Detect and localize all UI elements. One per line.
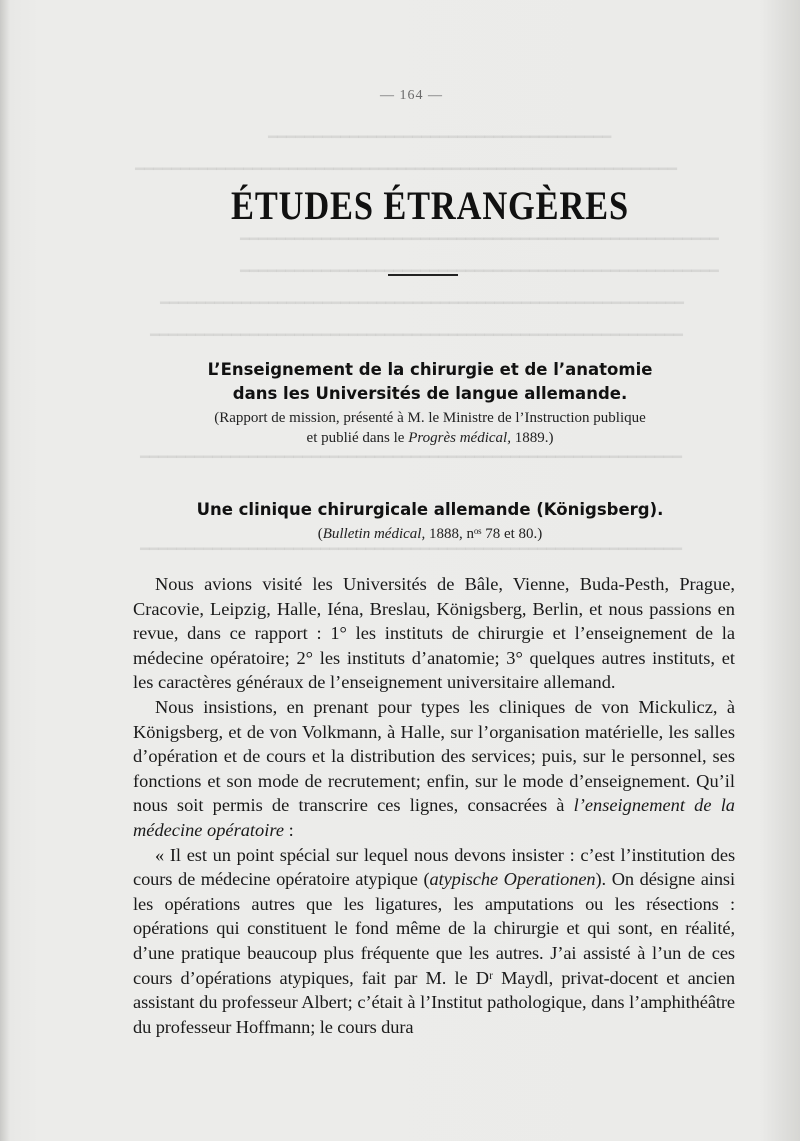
paragraph-3-rest: ). On désigne ainsi les opérations autres que les ligatures, les amputations ou les résections : opérations qui constituent le fond même de la chirurgie et qui sont, en réalité, d’une pratique beaucoup plus fréquente que les autres. J’ai assisté à l’un de ces cours d’opérations atypiques, fait par M. le Dʳ Maydl, privat-docent et ancien assistant du professeur Albert; c’était à l’Institut pathologique, dans l’amphithéâtre du professeur Hoffmann; le cours dura [133, 869, 735, 1037]
paragraph-3-start: « Il est un point spécial sur lequel nous devons insister : c’est l’institution des cours de médecine opératoire atypique ( [133, 844, 735, 890]
paragraph-2 [133, 695, 735, 843]
paragraph-2-end: : [284, 819, 294, 840]
article2-note-journal: Bulletin médical, [322, 526, 426, 542]
article2-note [0, 526, 800, 543]
article2-title: Une clinique chirurgicale allemande (Königsberg). [196, 500, 664, 519]
paragraph-3 [133, 843, 735, 1040]
article1-title-line2: dans les Universités de langue allemande. [232, 384, 628, 403]
article1-note-line1: (Rapport de mission, présenté à M. le Ministre de l’Instruction publique [214, 410, 646, 426]
article2-note-post: 1888, nᵒˢ 78 et 80.) [425, 526, 543, 542]
body-text [133, 572, 735, 1039]
main-title: ÉTUDES ÉTRANGÈRES [231, 183, 629, 228]
article1-note-journal: Progrès médical, [408, 430, 511, 446]
paragraph-3-italic: atypische Operationen [429, 869, 596, 890]
article1-note-post: 1889.) [510, 430, 554, 446]
title-divider [388, 274, 458, 276]
page-number: — 164 — [380, 88, 443, 103]
article2-note-pre: ( [317, 526, 323, 542]
paragraph-2-italic: l’enseignement de la médecine opératoire [133, 795, 735, 840]
paragraph-2-main: Nous insistions, en prenant pour types les cliniques de von Mickulicz, à Königsberg, et de von Volkmann, à Halle, sur l’organisation matérielle, les salles d’opération et de cours et la distribution des services; puis, sur le personnel, ses fonctions et son mode de recrutement; enfin, sur le mode d’enseignement. Qu’il nous soit permis de transcrire ces lignes, consacrées à [133, 696, 735, 816]
article1-note-pre: et publié dans le [306, 430, 409, 446]
article1-note-line2 [0, 430, 800, 447]
article1-title-line1: L’Enseignement de la chirurgie et de l’anatomie [207, 360, 653, 379]
document-page: ━━━━━━━━━━━━━━━━━━━━━━━━━━━━━━━━━━━━━━ ━━━━━━━━━━━━━━━━━━━━━━━━━━━━━━━━━━━━━━━━━━━━━━━━━━━━━━━━━━━━ ━━━━━━━━━━━━━━━━━━━━━━━━━━━━━━━━━━━━━━━━━━━━━━━━━━━━━ ━━━━━━━━━━━━━━━━━━━━━━━━━━━━━━━━━━━━━━━━━━━━━━━━━━━━━ ━━━━━━━━━━━━━━━━━━━━━━━━━━━━━━━━━━━━━━━━━━━━━━━━━━━━━━━━━━ ━━━━━━━━━━━━━━━━━━━━━━━━━━━━━━━━━━━━━━━━━━━━━━━━━━━━━━━━━━━ ━━━━━━━━━━━━━━━━━━━━━━━━━━━━━━━━━━━━━━━━━━━━━━━━━━━━━━━━━━━━ ━━━━━━━━━━━━━━━━━━━━━━━━━━━━━━━━━━━━━━━━━━━━━━━━━━━━━━━━━━━━ — 164 — ÉTUDES ÉTRANGÈRES L’Enseignement de la chirurgie et de l’anatomie dans les Universités de langue allemande. (Rapport de mission, présenté à M. le Ministre de l’Instruction publique et publié dans le Progrès médical, 1889.) Une clinique chirurgicale allemande (Königsberg). (Bulletin médical, 1888, nᵒˢ 78 et 80.) Nous avions visité les Universités de Bâle, Vienne, Buda-Pesth, Prague, Cracovie, Leipzig, Halle, Iéna, Breslau, Königsberg, Berlin, et nous passions en revue, dans ce rapport : 1° les instituts de chirurgie et l’enseignement de la médecine opératoire; 2° les instituts d’anatomie; 3° quelques autres instituts, et les caractères généraux de l’enseignement universitaire allemand. Nous insistions, en prenant pour types les cliniques de von Mickulicz, à Königsberg, et de von Volkmann, à Halle, sur l’organisation matérielle, les salles d’opération et de cours et la distribution des services; puis, sur le personnel, ses fonctions et son mode de recrutement; enfin, sur le mode d’enseignement. Qu’il nous soit permis de transcrire ces lignes, consacrées à l’enseignement de la médecine opératoire : « Il est un point spécial sur lequel nous devons insister : c’est l’institution des cours de médecine opératoire atypique (atypische Operationen). On désigne ainsi les opérations autres que les ligatures, les amputations ou les résections : opérations qui constituent le fond même de la chirurgie et qui sont, en réalité, d’une pratique beaucoup plus fréquente que les autres. J’ai assisté à l’un de ces cours d’opérations atypiques, fait par M. le Dʳ Maydl, privat-docent et ancien assistant du professeur Albert; c’était à l’Institut pathologique, dans l’amphithéâtre du professeur Hoffmann; le cours dura [0, 0, 800, 1141]
paragraph-1: Nous avions visité les Universités de Bâle, Vienne, Buda-Pesth, Prague, Cracovie, Leipzig, Halle, Iéna, Breslau, Königsberg, Berlin, et nous passions en revue, dans ce rapport : 1° les instituts de chirurgie et l’enseignement de la médecine opératoire; 2° les instituts d’anatomie; 3° quelques autres instituts, et les caractères généraux de l’enseignement universitaire allemand. [133, 574, 735, 693]
